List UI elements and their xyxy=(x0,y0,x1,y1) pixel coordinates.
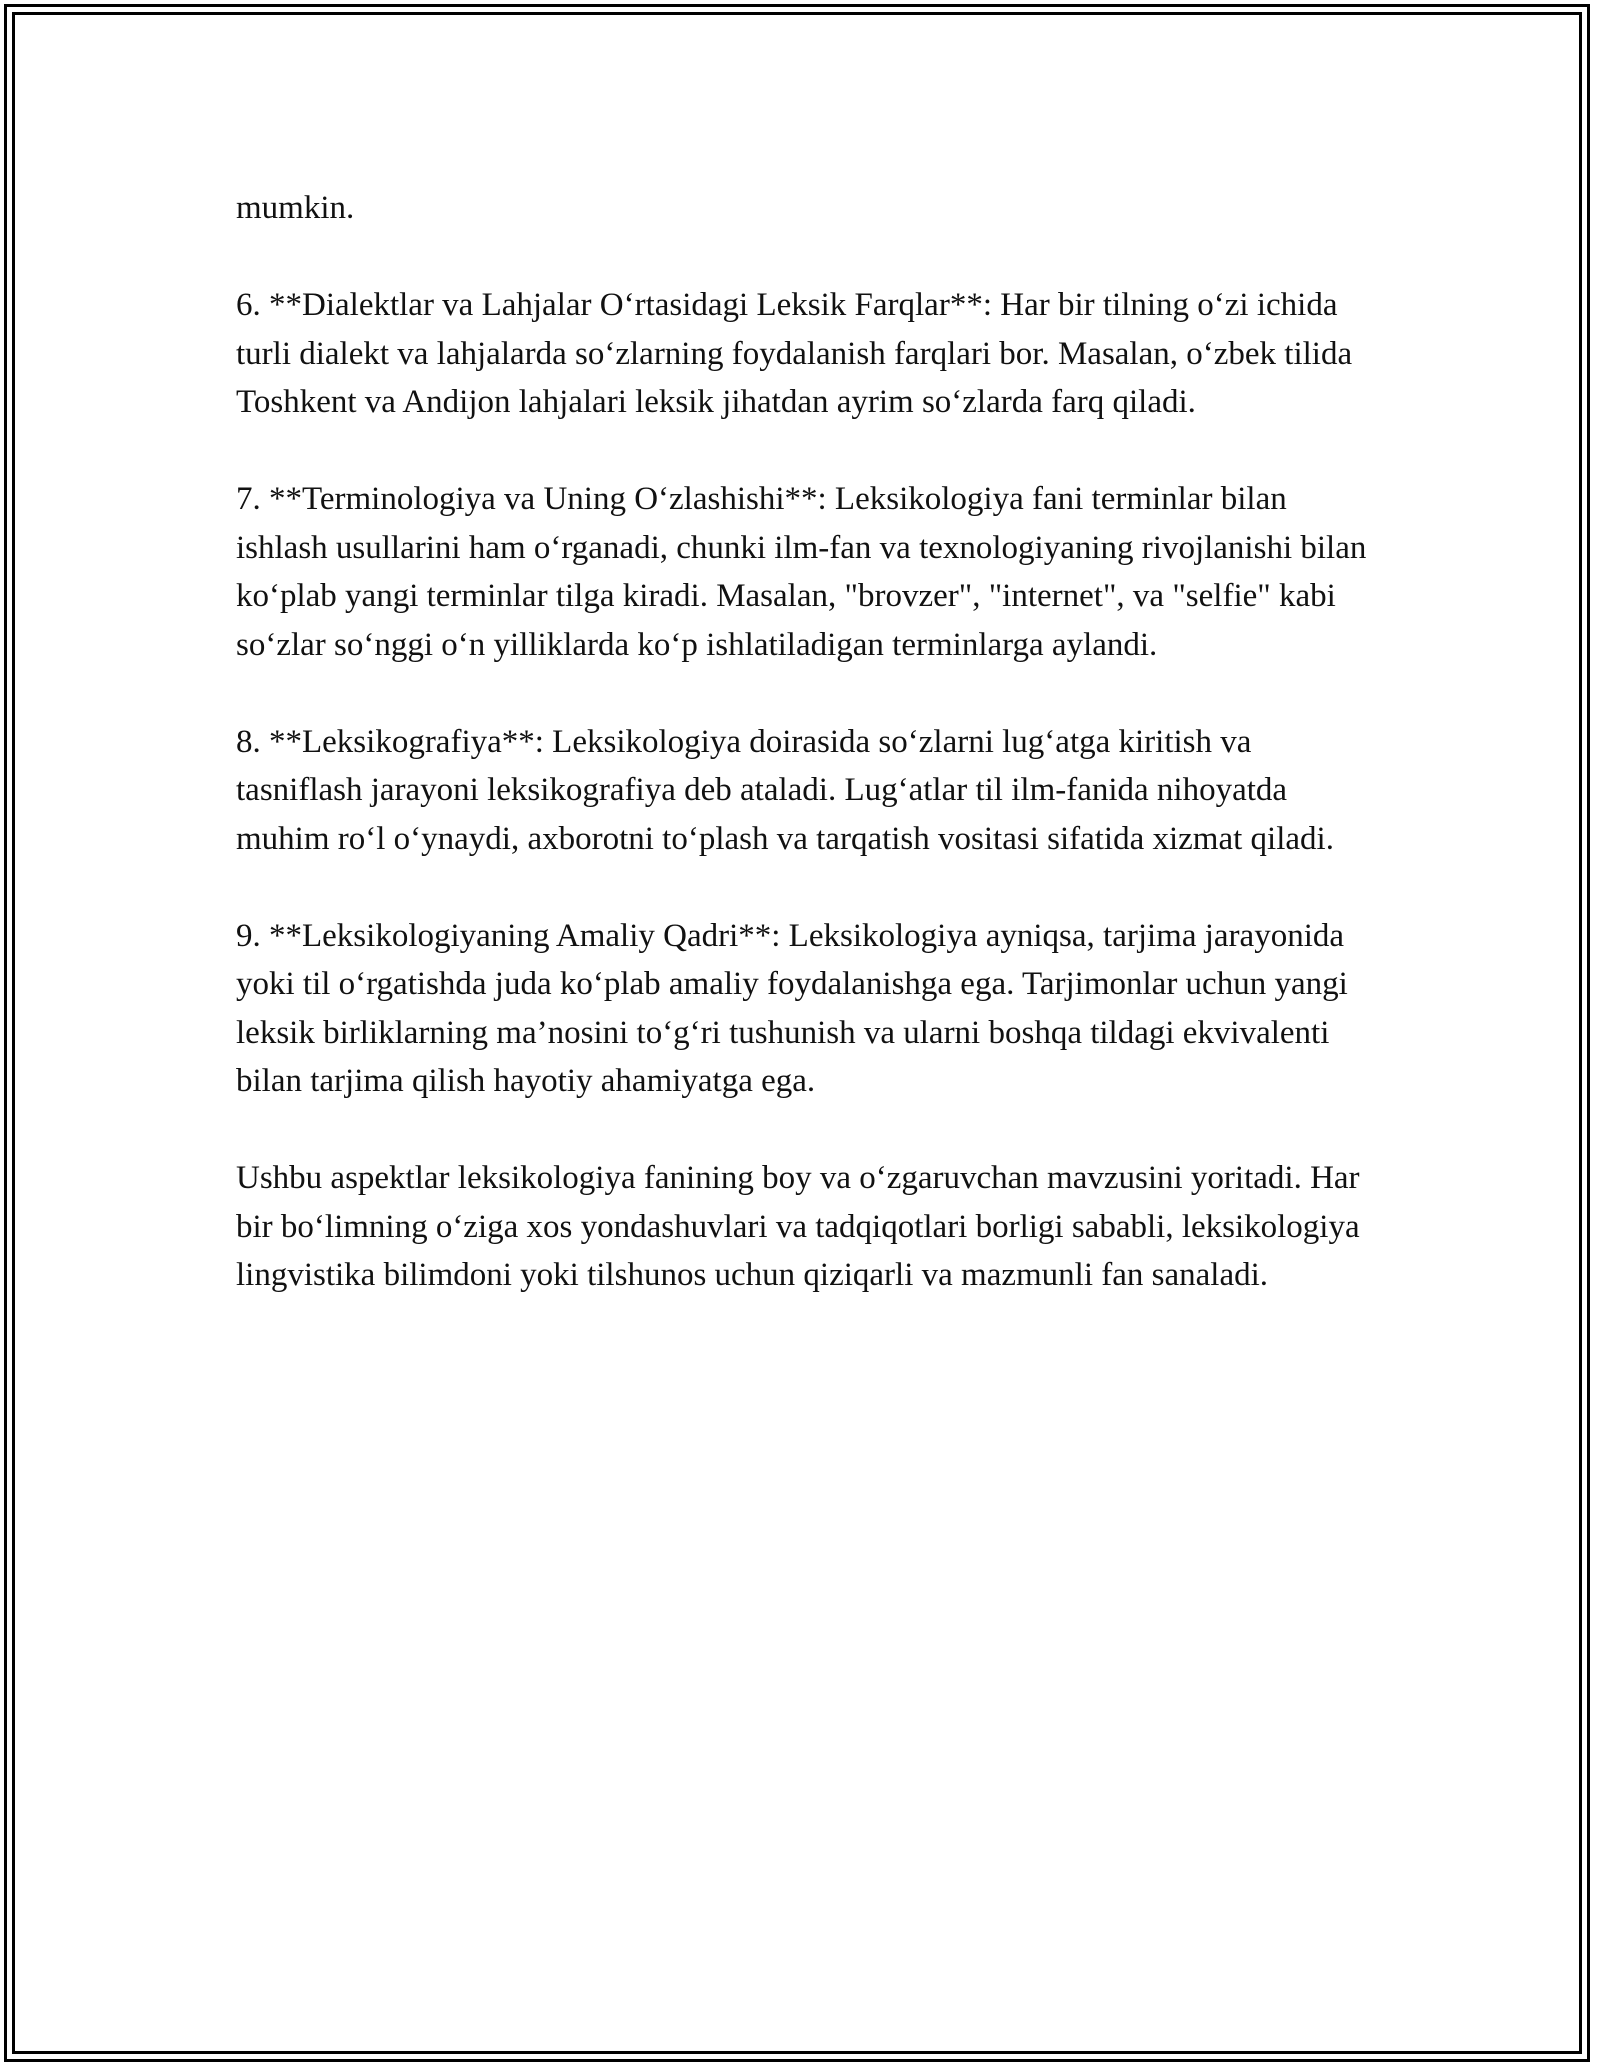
paragraph-item-8: 8. **Leksikografiya**: Leksikologiya doirasida so‘zlarni lug‘atga kiritish va tasniflash jarayoni leksikografiya deb ataladi. Lug‘atlar til ilm-fanida nihoyatda muhim ro‘l o‘ynaydi, axborotni to‘plash va tarqatish vositasi sifatida xizmat qiladi. xyxy=(236,723,1334,857)
paragraph-conclusion: Ushbu aspektlar leksikologiya fanining boy va o‘zgaruvchan mavzusini yoritadi. Har bir bo‘limning o‘ziga xos yondashuvlari va tadqiqotlari borligi sababli, leksikologiya lingvistika bilimdoni yoki tilshunos uchun qiziqarli va mazmunli fan sanaladi. xyxy=(236,1160,1360,1293)
paragraph-item-6: 6. **Dialektlar va Lahjalar O‘rtasidagi Leksik Farqlar**: Har bir tilning o‘zi ichida turli dialekt va lahjalarda so‘zlarning foydalanish farqlari bor. Masalan, o‘zbek tilida Toshkent va Andijon lahjalari leksik jihatdan ayrim so‘zlarda farq qiladi. xyxy=(236,287,1353,420)
paragraph-continuation: mumkin. xyxy=(236,190,355,226)
document-body xyxy=(236,184,1386,1348)
paragraph-item-9: 9. **Leksikologiyaning Amaliy Qadri**: Leksikologiya ayniqsa, tarjima jarayonida yoki til o‘rgatishda juda ko‘plab amaliy foydalanishga ega. Tarjimonlar uchun yangi leksik birliklarning ma’nosini to‘g‘ri tushunish va ularni boshqa tildagi ekvivalenti bilan tarjima qilish hayotiy ahamiyatga ega. xyxy=(236,917,1348,1099)
paragraph-item-7: 7. **Terminologiya va Uning O‘zlashishi**: Leksikologiya fani terminlar bilan ishlash usullarini ham o‘rganadi, chunki ilm-fan va texnologiyaning rivojlanishi bilan ko‘plab yangi terminlar tilga kiradi. Masalan, "brovzer", "internet", va "selfie" kabi so‘zlar so‘nggi o‘n yilliklarda ko‘p ishlatiladigan terminlarga aylandi. xyxy=(236,481,1367,663)
